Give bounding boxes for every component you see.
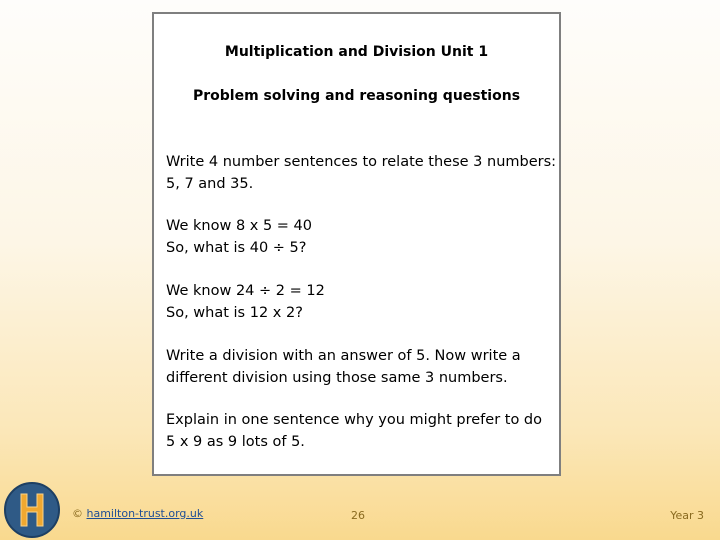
question-4 bbox=[166, 345, 558, 389]
question-2-line-1: We know 8 x 5 = 40 bbox=[166, 218, 313, 234]
question-3-line-2: So, what is 12 x 2? bbox=[166, 305, 303, 321]
hamilton-h-logo-icon bbox=[4, 482, 60, 538]
copyright-notice bbox=[72, 507, 203, 520]
page-subtitle: Problem solving and reasoning questions bbox=[192, 88, 521, 104]
question-2-line-2: So, what is 40 ÷ 5? bbox=[166, 240, 307, 256]
page-number: 26 bbox=[351, 509, 365, 522]
logo-h-glyph bbox=[6, 484, 58, 536]
question-5 bbox=[166, 409, 558, 453]
question-3 bbox=[166, 280, 558, 324]
hamilton-trust-link[interactable]: hamilton-trust.org.uk bbox=[86, 507, 204, 520]
question-3-line-1: We know 24 ÷ 2 = 12 bbox=[166, 283, 325, 299]
worksheet-card bbox=[152, 12, 561, 476]
question-5-line-2: 5 x 9 as 9 lots of 5. bbox=[166, 434, 305, 450]
year-label: Year 3 bbox=[670, 509, 704, 522]
question-2 bbox=[166, 215, 558, 259]
question-1-line-2: 5, 7 and 35. bbox=[166, 176, 254, 192]
question-1 bbox=[166, 151, 558, 195]
copyright-symbol: © bbox=[72, 507, 83, 520]
question-5-line-1: Explain in one sentence why you might prefer to do bbox=[166, 412, 543, 428]
question-4-line-2: different division using those same 3 numbers. bbox=[166, 370, 508, 386]
question-1-line-1: Write 4 number sentences to relate these 3 numbers: bbox=[166, 154, 557, 170]
question-4-line-1: Write a division with an answer of 5. Now write a bbox=[166, 348, 521, 364]
page-title: Multiplication and Division Unit 1 bbox=[224, 44, 489, 60]
